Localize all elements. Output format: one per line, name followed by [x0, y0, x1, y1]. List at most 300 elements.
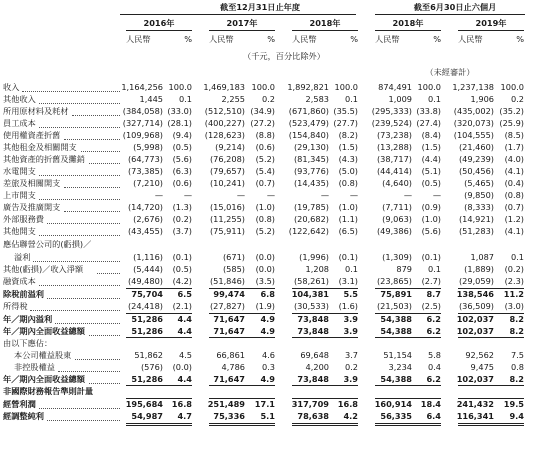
pct-cell: 4.5: [178, 350, 192, 360]
year-header: 2018年: [392, 18, 424, 28]
pct-cell: 4.9: [260, 314, 275, 324]
amount-cell: 75,891: [380, 289, 412, 299]
pct-cell: 4.9: [260, 326, 275, 336]
total-rule: [209, 425, 275, 426]
amount-cell: —: [236, 190, 245, 200]
pct-cell: (0.1): [421, 252, 441, 262]
pct-cell: (0.0): [255, 252, 275, 262]
row-label: 差旅及相關開支: [3, 178, 61, 188]
amount-cell: (76,208): [209, 154, 245, 164]
pct-cell: (0.9): [421, 202, 441, 212]
amount-cell: (30,533): [293, 301, 329, 311]
pct-cell: 6.4: [426, 411, 441, 421]
pct-cell: (1.5): [421, 142, 441, 152]
pct-cell: (0.2): [172, 214, 192, 224]
total-rule: [458, 385, 524, 386]
total-rule: [292, 425, 358, 426]
pct-cell: (2.3): [504, 276, 524, 286]
amount-cell: —: [320, 190, 329, 200]
pct-cell: (0.8): [338, 178, 358, 188]
row-label: 應佔聯營公司的(虧損)／: [3, 239, 92, 249]
pct-cell: 0.1: [510, 252, 524, 262]
amount-cell: (51,846): [209, 276, 245, 286]
pct-cell: 0.1: [427, 94, 441, 104]
pct-cell: (27.2): [250, 118, 275, 128]
amount-cell: (93,776): [293, 166, 329, 176]
total-rule: [126, 423, 192, 424]
amount-cell: (29,130): [293, 142, 329, 152]
amount-cell: (400,227): [204, 118, 245, 128]
total-rule: [458, 313, 524, 314]
pct-cell: (5.1): [421, 166, 441, 176]
amount-cell: 54,388: [380, 374, 412, 384]
pct-cell: (33.0): [167, 106, 192, 116]
amount-cell: 73,848: [297, 326, 329, 336]
row-label: 本公司權益股東: [14, 350, 72, 360]
pct-cell: (5.0): [338, 166, 358, 176]
amount-cell: 102,037: [456, 326, 494, 336]
leader-dots: [39, 235, 120, 236]
amount-cell: (49,480): [127, 276, 163, 286]
year-rule: [292, 30, 358, 31]
pct-cell: 16.8: [337, 399, 358, 409]
pct-cell: (8.8): [255, 130, 275, 140]
amount-cell: (1,889): [464, 264, 494, 274]
amount-cell: (50,456): [458, 166, 494, 176]
amount-cell: 116,341: [456, 411, 494, 421]
pct-cell: (1.6): [338, 301, 358, 311]
pct-cell: 4.7: [177, 411, 192, 421]
pct-cell: 0.8: [510, 362, 524, 372]
pct-cell: 3.9: [343, 374, 358, 384]
row-label: 其他收入: [3, 94, 36, 104]
amount-cell: (58,261): [293, 276, 329, 286]
amount-cell: (671,860): [288, 106, 329, 116]
amount-cell: 102,037: [456, 314, 494, 324]
row-label: 經營利潤: [3, 399, 36, 409]
amount-cell: 4,200: [305, 362, 329, 372]
pct-cell: 0.1: [344, 94, 358, 104]
header-annual-title: 截至12月31日止年度: [219, 2, 301, 12]
total-rule: [375, 425, 441, 426]
amount-cell: 1,208: [305, 264, 329, 274]
leader-dots: [39, 175, 120, 176]
leader-dots: [64, 187, 120, 188]
row-label: 溢利: [14, 252, 31, 262]
pct-cell: (1.2): [504, 214, 524, 224]
total-rule: [292, 288, 358, 289]
pct-cell: (28.1): [167, 118, 192, 128]
amount-cell: (24,418): [127, 301, 163, 311]
amount-cell: 51,286: [131, 314, 163, 324]
year-rule: [375, 30, 441, 31]
amount-cell: 73,848: [297, 314, 329, 324]
pct-cell: 6.2: [426, 374, 441, 384]
amount-cell: (7,711): [382, 202, 412, 212]
pct-cell: (1.0): [255, 202, 275, 212]
year-header: 2016年: [143, 18, 175, 28]
pct-cell: 0.3: [261, 362, 275, 372]
pct-cell: (4.4): [421, 154, 441, 164]
amount-cell: 102,037: [456, 374, 494, 384]
pct-cell: (0.7): [255, 178, 275, 188]
total-rule: [209, 423, 275, 424]
leader-dots: [22, 91, 120, 92]
pct-cell: (5.6): [421, 226, 441, 236]
amount-cell: (14,921): [458, 214, 494, 224]
pct-cell: (8.4): [421, 130, 441, 140]
amount-cell: 2,583: [305, 94, 329, 104]
pct-cell: 11.2: [503, 289, 524, 299]
header-rule: [126, 14, 356, 15]
pct-cell: 100.0: [500, 82, 524, 92]
total-rule: [458, 425, 524, 426]
currency-label: 人民幣: [458, 34, 483, 44]
pct-cell: (0.0): [255, 264, 275, 274]
pct-cell: (1.7): [504, 142, 524, 152]
amount-cell: 879: [396, 264, 412, 274]
pct-cell: (0.2): [504, 264, 524, 274]
amount-cell: (73,238): [376, 130, 412, 140]
pct-cell: (5.2): [255, 226, 275, 236]
amount-cell: (128,623): [204, 130, 245, 140]
amount-cell: (384,058): [122, 106, 163, 116]
pct-cell: 0.2: [344, 362, 358, 372]
amount-cell: (327,714): [122, 118, 163, 128]
leader-dots: [47, 420, 120, 421]
leader-dots: [33, 261, 120, 262]
amount-cell: 99,474: [213, 289, 245, 299]
pct-cell: (5.6): [172, 154, 192, 164]
amount-cell: 51,154: [383, 350, 412, 360]
year-rule: [126, 30, 192, 31]
amount-cell: 71,647: [213, 374, 245, 384]
pct-cell: 4.4: [177, 326, 192, 336]
total-rule: [209, 398, 275, 399]
pct-cell: (0.8): [504, 190, 524, 200]
pct-cell: 8.2: [509, 326, 524, 336]
leader-dots: [30, 310, 120, 311]
pct-label: %: [516, 34, 524, 44]
pct-cell: (0.8): [255, 214, 275, 224]
leader-dots: [39, 199, 120, 200]
pct-cell: 0.1: [178, 94, 192, 104]
amount-cell: (43,455): [127, 226, 163, 236]
pct-cell: (3.1): [338, 276, 358, 286]
pct-cell: 8.2: [509, 314, 524, 324]
pct-cell: (1.0): [421, 214, 441, 224]
amount-cell: 138,546: [456, 289, 494, 299]
pct-label: %: [350, 34, 358, 44]
amount-cell: 78,638: [297, 411, 329, 421]
row-label: 年／期內全面收益總額: [3, 326, 85, 336]
currency-label: 人民幣: [209, 34, 234, 44]
amount-cell: (5,444): [133, 264, 163, 274]
amount-cell: 92,562: [465, 350, 494, 360]
pct-cell: 4.4: [177, 374, 192, 384]
pct-cell: 100.0: [251, 82, 275, 92]
row-label: 員工成本: [3, 118, 36, 128]
leader-dots: [75, 359, 120, 360]
amount-cell: 54,388: [380, 326, 412, 336]
pct-cell: (1.9): [255, 301, 275, 311]
row-label: 經調整純利: [3, 411, 44, 421]
amount-cell: 3,234: [388, 362, 412, 372]
leader-dots: [39, 285, 120, 286]
pct-cell: 8.7: [426, 289, 441, 299]
pct-cell: —: [349, 190, 358, 200]
pct-cell: 3.9: [343, 326, 358, 336]
total-rule: [375, 337, 441, 338]
row-label: 所得稅: [3, 301, 28, 311]
total-rule: [292, 385, 358, 386]
pct-cell: 100.0: [168, 82, 192, 92]
amount-cell: (9,214): [215, 142, 245, 152]
year-header: 2019年: [475, 18, 507, 28]
amount-cell: (10,241): [209, 178, 245, 188]
pct-cell: (2.5): [421, 301, 441, 311]
pct-cell: (0.1): [338, 252, 358, 262]
amount-cell: 104,381: [291, 289, 329, 299]
pct-cell: (2.7): [421, 276, 441, 286]
amount-cell: 251,489: [207, 399, 245, 409]
amount-cell: 51,862: [134, 350, 163, 360]
pct-cell: (0.5): [172, 264, 192, 274]
amount-cell: (38,717): [376, 154, 412, 164]
year-rule: [209, 30, 275, 31]
amount-cell: (36,509): [458, 301, 494, 311]
row-label: 所用原材料及耗材: [3, 106, 69, 116]
amount-cell: 241,432: [456, 399, 494, 409]
pct-cell: (4.3): [338, 154, 358, 164]
amount-cell: (512,510): [204, 106, 245, 116]
unit-note: （千元，百分比除外）: [243, 51, 325, 61]
pct-cell: 6.2: [426, 314, 441, 324]
amount-cell: —: [154, 190, 163, 200]
pct-cell: 9.4: [509, 411, 524, 421]
leader-dots: [39, 103, 120, 104]
pct-cell: (8.5): [504, 130, 524, 140]
amount-cell: 2,255: [221, 94, 245, 104]
year-rule: [458, 30, 524, 31]
pct-cell: (34.9): [250, 106, 275, 116]
leader-dots: [89, 383, 120, 384]
header-interim-title: 截至6月30日止六個月: [413, 2, 497, 12]
leader-dots: [89, 335, 120, 336]
currency-label: 人民幣: [292, 34, 317, 44]
total-rule: [458, 288, 524, 289]
pct-cell: 18.4: [420, 399, 441, 409]
amount-cell: 51,286: [131, 326, 163, 336]
leader-dots: [58, 371, 120, 372]
pct-cell: (27.7): [333, 118, 358, 128]
amount-cell: (19,785): [293, 202, 329, 212]
amount-cell: 4,786: [221, 362, 245, 372]
amount-cell: (320,073): [453, 118, 494, 128]
total-rule: [126, 313, 192, 314]
pct-label: %: [184, 34, 192, 44]
amount-cell: 51,286: [131, 374, 163, 384]
pct-cell: (1.0): [338, 202, 358, 212]
row-label: 水電開支: [3, 166, 36, 176]
total-rule: [292, 313, 358, 314]
row-label: 使用權資產折舊: [3, 130, 61, 140]
total-rule: [292, 423, 358, 424]
amount-cell: 54,388: [380, 314, 412, 324]
amount-cell: (1,309): [382, 252, 412, 262]
amount-cell: (2,676): [133, 214, 163, 224]
pct-cell: 5.8: [427, 350, 441, 360]
amount-cell: (29,059): [458, 276, 494, 286]
amount-cell: (15,016): [209, 202, 245, 212]
pct-label: %: [433, 34, 441, 44]
amount-cell: (73,385): [127, 166, 163, 176]
pct-cell: (5.4): [255, 166, 275, 176]
amount-cell: (14,720): [127, 202, 163, 212]
pct-cell: (6.3): [172, 166, 192, 176]
total-rule: [126, 288, 192, 289]
amount-cell: (21,460): [458, 142, 494, 152]
pct-cell: (0.5): [421, 178, 441, 188]
amount-cell: 195,684: [125, 399, 163, 409]
amount-cell: (9,063): [382, 214, 412, 224]
row-label: 其他開支: [3, 226, 36, 236]
total-rule: [292, 337, 358, 338]
amount-cell: (27,827): [209, 301, 245, 311]
pct-cell: 100.0: [417, 82, 441, 92]
amount-cell: 75,704: [131, 289, 163, 299]
total-rule: [126, 385, 192, 386]
pct-cell: 6.8: [260, 289, 275, 299]
amount-cell: (49,386): [376, 226, 412, 236]
total-rule: [375, 423, 441, 424]
pct-cell: (35.5): [333, 106, 358, 116]
total-rule: [375, 385, 441, 386]
amount-cell: 9,475: [470, 362, 494, 372]
pct-cell: 7.5: [510, 350, 524, 360]
total-rule: [292, 398, 358, 399]
amount-cell: (576): [140, 362, 163, 372]
pct-cell: (4.2): [172, 276, 192, 286]
amount-cell: (104,555): [453, 130, 494, 140]
pct-cell: (5.2): [255, 154, 275, 164]
amount-cell: (9,850): [464, 190, 494, 200]
amount-cell: (14,435): [293, 178, 329, 188]
row-label: 上市開支: [3, 190, 36, 200]
pct-cell: 3.9: [343, 314, 358, 324]
total-rule: [375, 313, 441, 314]
leader-dots: [47, 298, 120, 299]
row-label: 由以下應佔：: [3, 338, 53, 348]
pct-cell: (0.1): [172, 252, 192, 262]
row-label: 其他(虧損)／收入淨額: [3, 264, 84, 274]
amount-cell: (21,503): [376, 301, 412, 311]
amount-cell: 1,445: [139, 94, 163, 104]
pct-cell: (1.3): [172, 202, 192, 212]
total-rule: [209, 313, 275, 314]
pct-cell: (4.1): [504, 166, 524, 176]
amount-cell: (64,773): [127, 154, 163, 164]
pct-cell: (35.2): [499, 106, 524, 116]
pct-cell: (4.0): [504, 154, 524, 164]
total-rule: [375, 398, 441, 399]
amount-cell: 54,987: [131, 411, 163, 421]
amount-cell: (79,657): [209, 166, 245, 176]
pct-cell: —: [183, 190, 192, 200]
total-rule: [209, 385, 275, 386]
year-header: 2018年: [309, 18, 341, 28]
pct-cell: (3.7): [172, 226, 192, 236]
amount-cell: —: [403, 190, 412, 200]
row-label: 其他資產的折舊及攤銷: [3, 154, 85, 164]
amount-cell: 1,906: [470, 94, 494, 104]
amount-cell: (81,345): [293, 154, 329, 164]
pct-cell: (25.9): [499, 118, 524, 128]
amount-cell: (44,414): [376, 166, 412, 176]
amount-cell: 1,237,138: [452, 82, 494, 92]
pct-cell: (6.5): [338, 226, 358, 236]
row-label: 外部服務費: [3, 214, 44, 224]
amount-cell: (1,996): [299, 252, 329, 262]
leader-dots: [55, 323, 120, 324]
amount-cell: (671): [222, 252, 245, 262]
pct-cell: (0.4): [504, 178, 524, 188]
leader-dots: [64, 211, 120, 212]
pct-cell: 0.4: [427, 362, 441, 372]
total-rule: [126, 337, 192, 338]
amount-cell: (75,911): [209, 226, 245, 236]
amount-cell: 71,647: [213, 314, 245, 324]
total-rule: [458, 423, 524, 424]
pct-cell: (27.4): [416, 118, 441, 128]
pct-cell: (0.7): [504, 202, 524, 212]
leader-dots: [64, 139, 120, 140]
currency-label: 人民幣: [375, 34, 400, 44]
row-label: 年／期內溢利: [3, 314, 53, 324]
row-label: 其他租金及相關開支: [3, 142, 77, 152]
amount-cell: (239,524): [371, 118, 412, 128]
amount-cell: 71,647: [213, 326, 245, 336]
row-label: 廣告及推廣開支: [3, 202, 61, 212]
pct-cell: —: [432, 190, 441, 200]
row-label: 年／期內全面收益總額: [3, 374, 85, 384]
amount-cell: 1,087: [470, 252, 494, 262]
unaudited-note: （未經審計）: [425, 67, 475, 77]
pct-label: %: [267, 34, 275, 44]
currency-label: 人民幣: [126, 34, 151, 44]
amount-cell: (5,465): [464, 178, 494, 188]
pct-cell: (0.6): [255, 142, 275, 152]
row-label: 融資成本: [3, 276, 36, 286]
leader-dots: [97, 273, 120, 274]
amount-cell: (154,840): [288, 130, 329, 140]
total-rule: [209, 337, 275, 338]
amount-cell: (435,002): [453, 106, 494, 116]
amount-cell: 69,648: [300, 350, 329, 360]
amount-cell: (295,333): [371, 106, 412, 116]
row-label: 非國際財務報告準則計量: [3, 386, 94, 396]
amount-cell: (51,283): [458, 226, 494, 236]
leader-dots: [39, 127, 120, 128]
amount-cell: 160,914: [374, 399, 412, 409]
pct-cell: 0.1: [427, 264, 441, 274]
pct-cell: 5.5: [343, 289, 358, 299]
pct-cell: (8.2): [338, 130, 358, 140]
amount-cell: 73,848: [297, 374, 329, 384]
pct-cell: 100.0: [334, 82, 358, 92]
pct-cell: (2.1): [172, 301, 192, 311]
amount-cell: (7,210): [133, 178, 163, 188]
